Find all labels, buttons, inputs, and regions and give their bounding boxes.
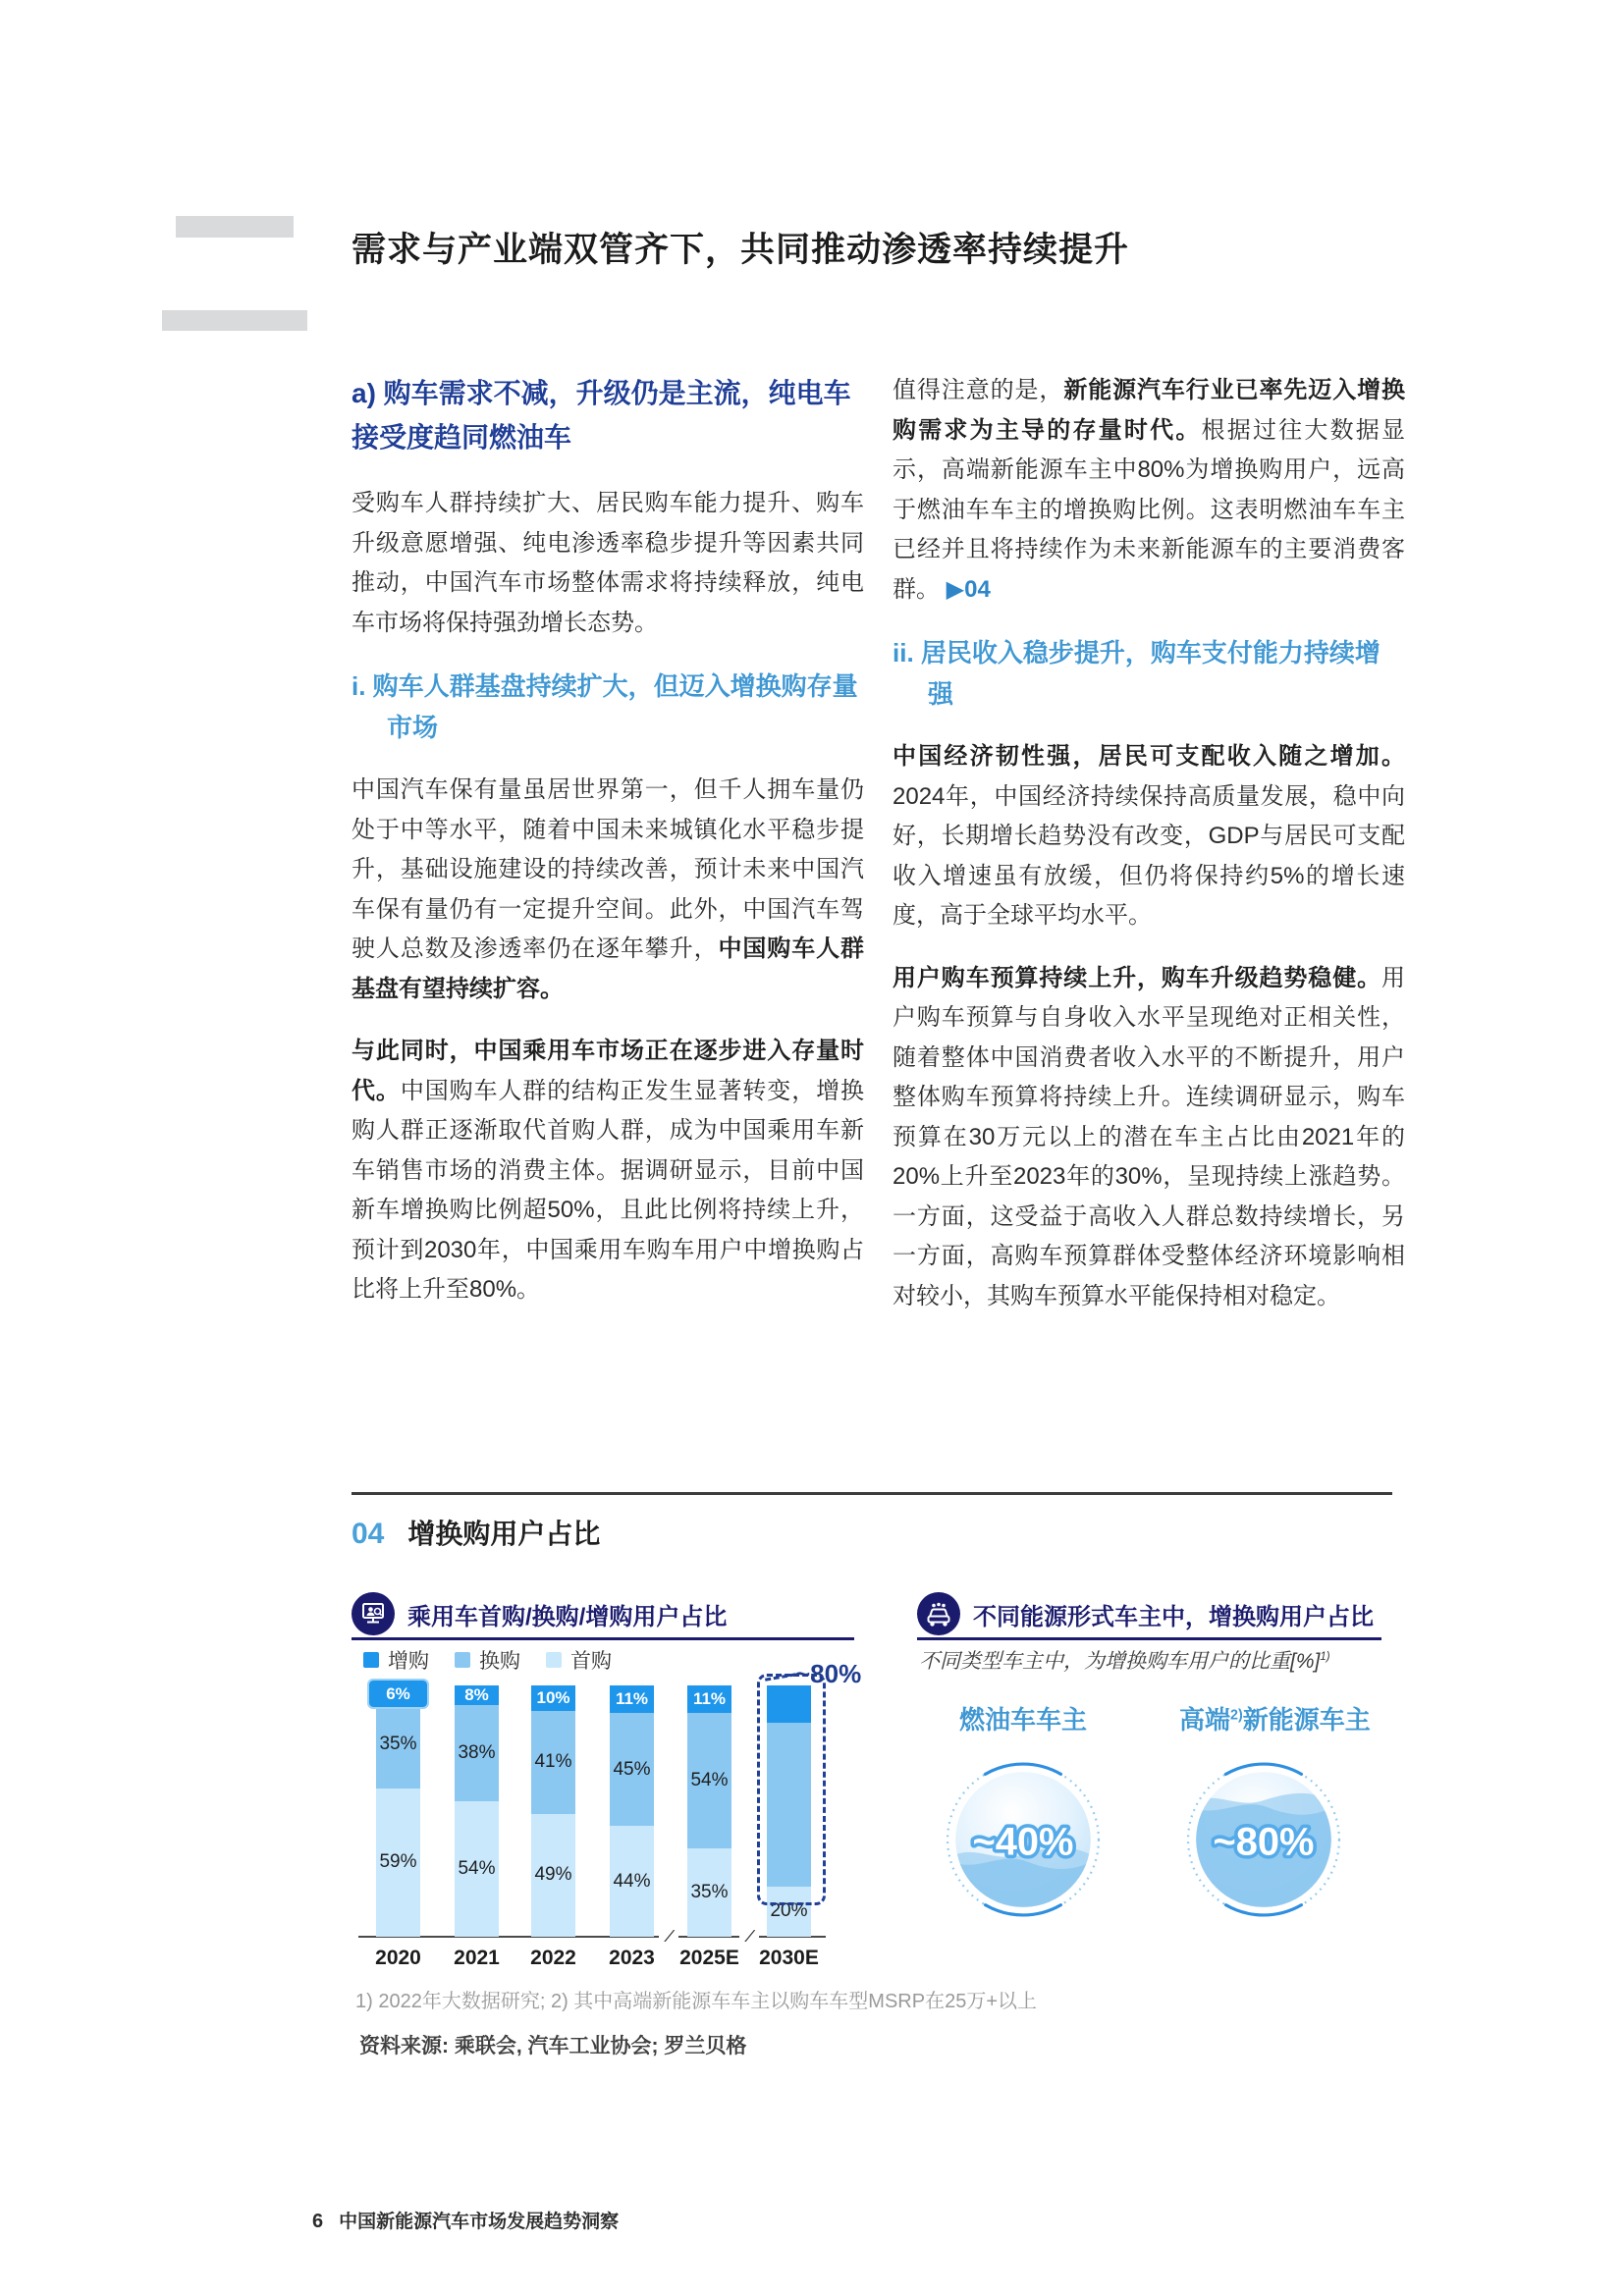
bar-2022	[531, 1685, 575, 1937]
segment-value-label: 59%	[379, 1851, 417, 1873]
bar-chart-title: 乘用车首购/换购/增购用户占比	[407, 1603, 728, 1630]
car-passengers-icon	[917, 1592, 960, 1635]
segment-value-label: 54%	[690, 1770, 729, 1791]
x-tick-2021: 2021	[454, 1947, 500, 1969]
gauge-chart-header	[917, 1590, 1381, 1640]
bar-segment	[610, 1826, 654, 1937]
segment-value-label: 41%	[534, 1751, 572, 1773]
segment-value-label: 6%	[386, 1683, 410, 1703]
axis-break-icon	[739, 1926, 759, 1947]
left-paragraph-3: 与此同时，中国乘用车市场正在逐步进入存量时代。中国购车人群的结构正发生显著转变，增换购人群正逐渐取代首购人群，成为中国乘用车新车销售市场的消费主体。据调研显示，目前中国新车增换购比例超50%，且此比例将持续上升，预计到2030年，中国乘用车购车用户中增换购占比将上升至80%。	[352, 1038, 865, 1303]
x-tick-2025E: 2025E	[679, 1947, 739, 1969]
bar-2020	[376, 1685, 420, 1937]
segment-value-label: 35%	[690, 1882, 729, 1903]
footer-report-title: 中国新能源汽车市场发展趋势洞察	[339, 2212, 620, 2232]
figure-header	[352, 1513, 600, 1552]
bar-segment	[455, 1801, 499, 1937]
segment-value-label: 11%	[692, 1689, 727, 1709]
gauge-label: 燃油车车主	[958, 1705, 1087, 1735]
gauge-chart-subtitle: 不同类型车主中，为增换购车用户的比重[%]$^{1)}$	[919, 1650, 1330, 1673]
gauge-label: 高端$^{2)}$新能源车主	[1179, 1705, 1371, 1735]
legend-item	[363, 1645, 429, 1675]
legend-label: 首购	[570, 1650, 612, 1673]
figure-title: 增换购用户占比	[407, 1519, 601, 1549]
x-tick-2020: 2020	[375, 1947, 421, 1969]
highlight-value-tag	[369, 1681, 427, 1707]
bar-2025E	[687, 1685, 731, 1937]
bar-segment	[531, 1711, 575, 1814]
segment-value-label: 38%	[458, 1742, 496, 1764]
bar-segment	[531, 1685, 575, 1711]
bar-2023	[610, 1685, 654, 1937]
figure-source: 资料来源: 乘联会, 汽车工业协会; 罗兰贝格	[359, 2035, 747, 2057]
gauge-item	[1179, 1700, 1371, 1929]
page-number: 6	[312, 2211, 324, 2232]
gauge-value-label: ~40%	[972, 1820, 1074, 1864]
figure-number: 04	[352, 1518, 385, 1550]
segment-value-label: 8%	[464, 1685, 489, 1705]
axis-break-icon	[659, 1926, 678, 1947]
bar-segment	[531, 1814, 575, 1937]
heading-i: i. 购车人群基盘持续扩大，但迈入增换购存量市场	[352, 671, 858, 742]
body-columns	[352, 371, 1405, 1339]
segment-value-label: 44%	[613, 1870, 651, 1892]
bar-segment	[376, 1683, 420, 1703]
heading-ii: ii. 居民收入稳步提升，购车支付能力持续增强	[893, 638, 1380, 709]
segment-value-label: 20%	[770, 1900, 808, 1922]
right-paragraph-3: 用户购车预算持续上升，购车升级趋势稳健。用户购车预算与自身收入水平呈现绝对正相关性，随着整体中国消费者收入水平的不断提升，用户整体购车预算将持续上升。连续调研显示，购车预算在30万元以上的潜在车主占比由2021年的20%上升至2023年的30%，呈现持续上涨趋势。一方面，这受益于高收入人群总数持续增长，另一方面，高购车预算群体受整体经济环境影响相对较小，其购车预算水平能保持相对稳定。	[893, 964, 1405, 1309]
bar-segment	[610, 1713, 654, 1826]
right-column	[893, 371, 1405, 1339]
water-gauge-circle	[939, 1755, 1108, 1924]
segment-value-label: 11%	[615, 1689, 649, 1709]
bar-legend	[363, 1645, 612, 1675]
figure-section-rule	[352, 1492, 1392, 1495]
gauge-value-label: ~80%	[1213, 1820, 1315, 1864]
page-footer	[312, 2207, 619, 2233]
legend-label: 换购	[479, 1650, 520, 1673]
legend-label: 增购	[388, 1650, 429, 1673]
left-column	[352, 371, 864, 1339]
bar-2021	[455, 1685, 499, 1937]
legend-swatch	[546, 1652, 562, 1668]
bar-segment	[687, 1713, 731, 1848]
page-title: 需求与产业端双管齐下，共同推动渗透率持续提升	[352, 231, 1130, 270]
right-paragraph-1: 值得注意的是，新能源汽车行业已率先迈入增换购需求为主导的存量时代。根据过往大数据显示，高端新能源车主中80%为增换购用户，远高于燃油车车主的增换购比例。这表明燃油车车主已经并且将持续作为未来新能源车的主要消费客群。 ▶04	[893, 377, 1406, 603]
bar-segment	[687, 1848, 731, 1937]
x-tick-2023: 2023	[609, 1947, 655, 1969]
right-paragraph-2: 中国经济韧性强，居民可支配收入随之增加。2024年，中国经济持续保持高质量发展，稳中向好，长期增长趋势没有改变，GDP与居民可支配收入增速虽有放缓，但仍将保持约5%的增长速度，高于全球平均水平。	[893, 743, 1405, 929]
water-gauge-circle	[1179, 1755, 1348, 1924]
bar-segment	[455, 1685, 499, 1705]
legend-item	[455, 1645, 520, 1675]
segment-value-label: 10%	[536, 1687, 570, 1707]
legend-swatch	[455, 1652, 470, 1668]
monitor-user-magnifier-icon	[352, 1592, 395, 1635]
segment-value-label: 35%	[379, 1734, 417, 1755]
forecast-highlight-box	[757, 1674, 826, 1905]
segment-value-label: 54%	[458, 1857, 496, 1879]
segment-value-label: 45%	[613, 1758, 651, 1780]
legend-item	[546, 1645, 612, 1675]
left-paragraph-2: 中国汽车保有量虽居世界第一，但千人拥车量仍处于中等水平，随着中国未来城镇化水平稳步提升，基础设施建设的持续改善，预计未来中国汽车保有量仍有一定提升空间。此外，中国汽车驾驶人总数及渗透率仍在逐年攀升，中国购车人群基盘有望持续扩容。	[352, 776, 864, 1002]
x-tick-2030E: 2030E	[759, 1947, 819, 1969]
bar-chart-header	[352, 1590, 854, 1640]
legend-swatch	[363, 1652, 379, 1668]
bar-segment	[687, 1685, 731, 1713]
figure-footnote: 1) 2022年大数据研究; 2) 其中高端新能源车车主以购车车型MSRP在25万+以上	[355, 1991, 1037, 2012]
footnote-ref: 1)	[1320, 1651, 1330, 1663]
segment-value-label: 49%	[534, 1864, 572, 1886]
bar-segment	[376, 1700, 420, 1789]
decorative-gray-bar-1	[176, 216, 294, 238]
decorative-gray-bar-2	[162, 310, 307, 331]
gauge-chart-title: 不同能源形式车主中，增换购用户占比	[973, 1603, 1374, 1630]
heading-a: a) 购车需求不减，升级仍是主流，纯电车接受度趋同燃油车	[352, 378, 851, 453]
gauge-item	[939, 1700, 1108, 1929]
x-tick-2022: 2022	[530, 1947, 576, 1969]
bar-segment	[610, 1685, 654, 1713]
bar-segment	[376, 1789, 420, 1937]
left-paragraph-1: 受购车人群持续扩大、居民购车能力提升、购车升级意愿增强、纯电渗透率稳步提升等因素共同推动，中国汽车市场整体需求将持续释放，纯电车市场将保持强劲增长态势。	[352, 490, 864, 636]
bar-segment	[455, 1705, 499, 1800]
gauge-chart	[917, 1590, 1381, 2022]
highlight-annotation-label: ~80%	[795, 1659, 862, 1688]
